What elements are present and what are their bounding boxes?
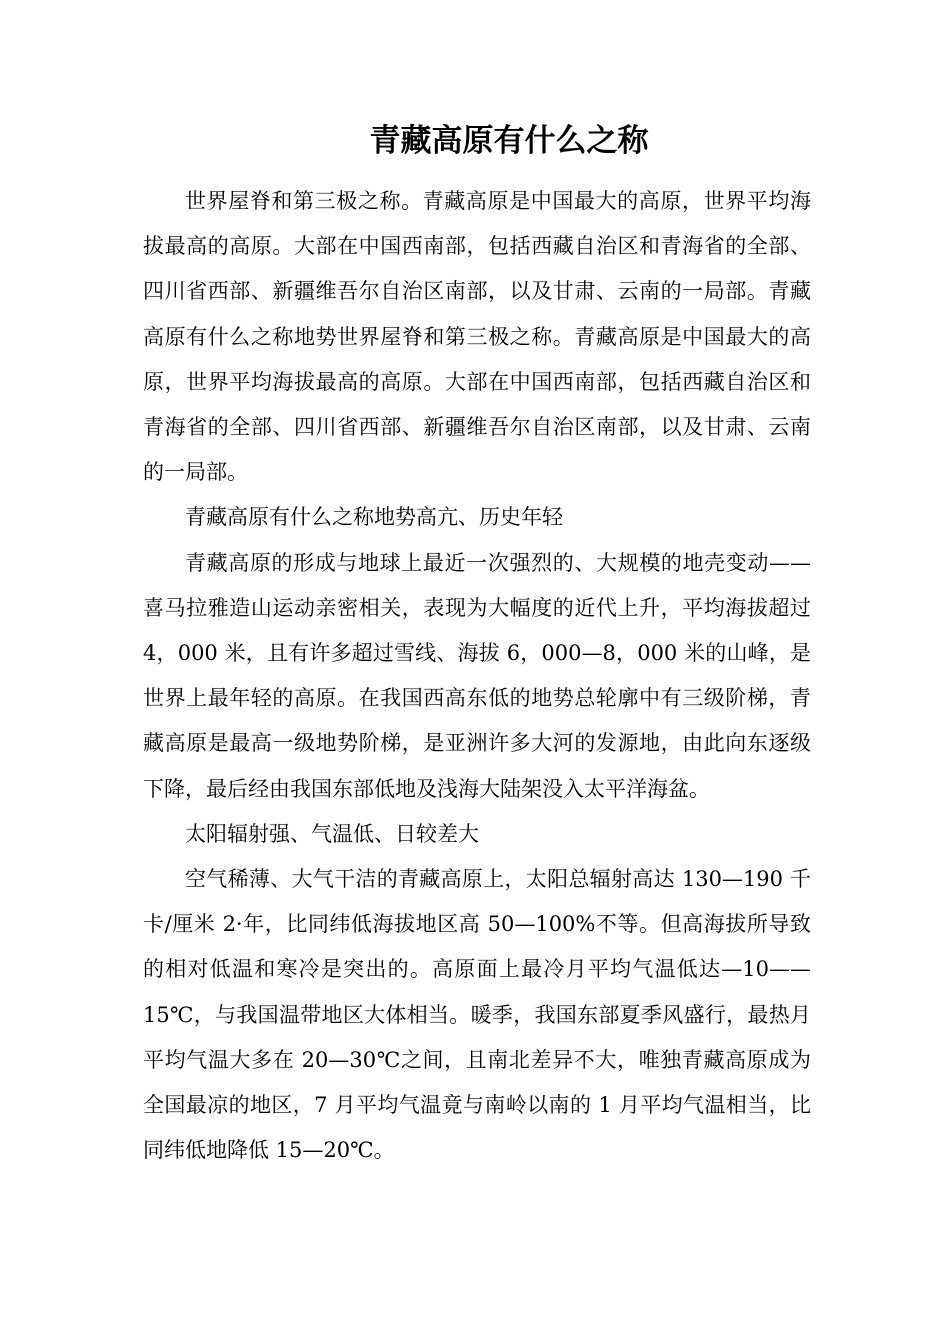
- paragraph-terrain-heading: 青藏高原有什么之称地势高亢、历史年轻: [185, 505, 563, 530]
- document-body: [143, 179, 811, 1173]
- paragraph-terrain: 青藏高原的形成与地球上最近一次强烈的、大规模的地壳变动——喜马拉雅造山运动亲密相关，表现为大幅度的近代上升，平均海拔超过 4，000 米，且有许多超过雪线、海拔 6，000—8，000 米的山峰，是世界上最年轻的高原。在我国西高东低的地势总轮廓中有三级阶梯，青藏高原是最高一级地势阶梯，是亚洲许多大河的发源地，由此向东逐级下降，最后经由我国东部低地及浅海大陆架没入太平洋海盆。: [143, 550, 811, 801]
- paragraph-climate-heading: 太阳辐射强、气温低、日较差大: [185, 821, 479, 846]
- document-title: 青藏高原有什么之称: [369, 123, 649, 159]
- paragraph-intro: 世界屋脊和第三极之称。青藏高原是中国最大的高原，世界平均海拔最高的高原。大部在中国西南部，包括西藏自治区和青海省的全部、四川省西部、新疆维吾尔自治区南部，以及甘肃、云南的一局部。青藏高原有什么之称地势世界屋脊和第三极之称。青藏高原是中国最大的高原，世界平均海拔最高的高原。大部在中国西南部，包括西藏自治区和青海省的全部、四川省西部、新疆维吾尔自治区南部，以及甘肃、云南的一局部。: [143, 189, 811, 485]
- paragraph-climate: 空气稀薄、大气干洁的青藏高原上，太阳总辐射高达 130—190 千卡/厘米 2·年，比同纬低海拔地区高 50—100%不等。但高海拔所导致的相对低温和寒冷是突出的。高原面上最冷月平均气温低达—10——15℃，与我国温带地区大体相当。暖季，我国东部夏季风盛行，最热月平均气温大多在 20—30℃之间，且南北差异不大，唯独青藏高原成为全国最凉的地区，7 月平均气温竟与南岭以南的 1 月平均气温相当，比同纬低地降低 15—20℃。: [143, 867, 811, 1163]
